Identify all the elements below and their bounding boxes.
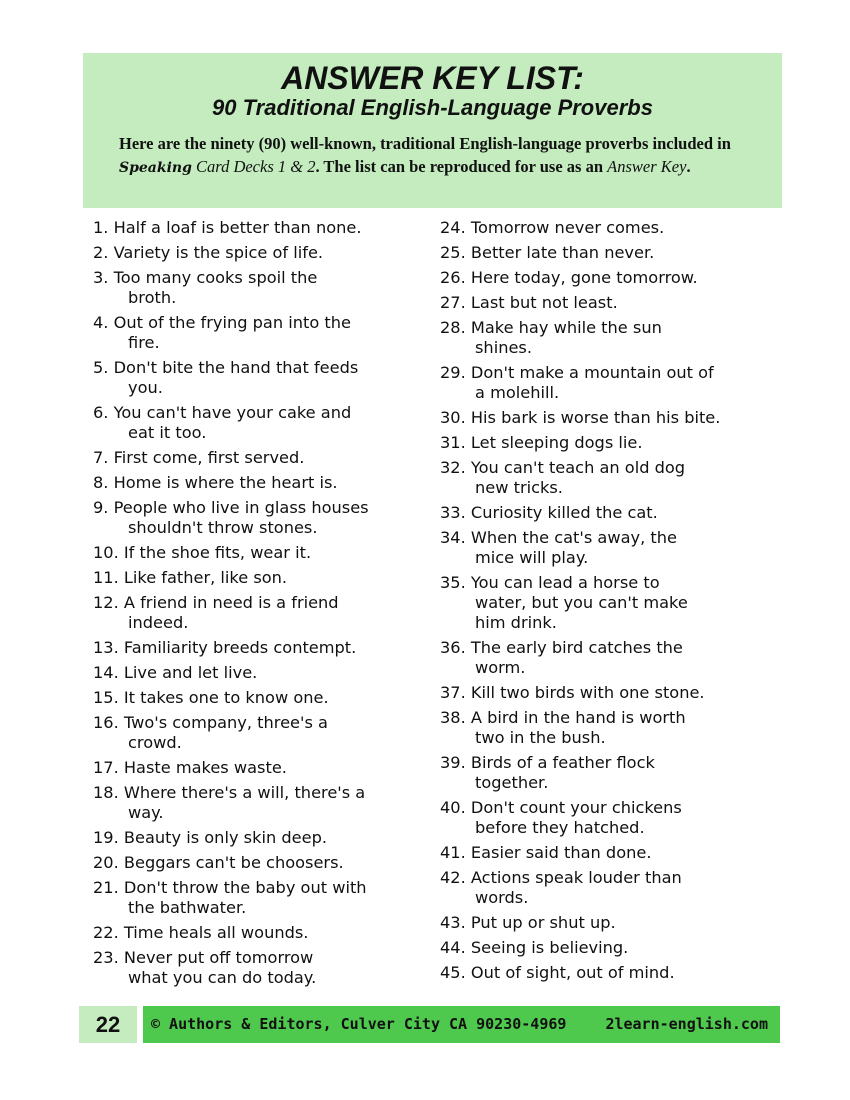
proverb-line: 21. Don't throw the baby out with (93, 878, 367, 897)
proverb-item (93, 403, 433, 448)
proverb-line: 45. Out of sight, out of mind. (440, 963, 675, 982)
proverb-item (93, 268, 433, 313)
proverb-line: 7. First come, first served. (93, 448, 305, 467)
intro-paragraph (119, 133, 759, 179)
proverb-line: 40. Don't count your chickens (440, 798, 682, 817)
proverb-line: 25. Better late than never. (440, 243, 655, 262)
proverb-line: 29. Don't make a mountain out of (440, 363, 714, 382)
proverb-line: 28. Make hay while the sun (440, 318, 662, 337)
proverb-line: 15. It takes one to know one. (93, 688, 329, 707)
proverb-item (440, 638, 785, 683)
proverb-item (93, 593, 433, 638)
proverb-item (93, 568, 433, 593)
proverb-line: 26. Here today, gone tomorrow. (440, 268, 698, 287)
proverb-item (440, 573, 785, 638)
proverb-line: 20. Beggars can't be choosers. (93, 853, 344, 872)
proverb-line: you. (128, 378, 163, 397)
proverb-line: a molehill. (475, 383, 560, 402)
proverb-item (440, 913, 785, 938)
proverb-item (440, 318, 785, 363)
proverb-item (440, 218, 785, 243)
proverb-item (93, 638, 433, 663)
proverb-line: 18. Where there's a will, there's a (93, 783, 366, 802)
intro-text-5: . (686, 156, 691, 176)
footer-bar (143, 1006, 780, 1043)
proverb-line: shouldn't throw stones. (128, 518, 318, 537)
proverb-item (440, 458, 785, 503)
proverb-item (93, 313, 433, 358)
proverb-item (440, 268, 785, 293)
proverb-item (93, 923, 433, 948)
page-subtitle: 90 Traditional English-Language Proverbs (212, 95, 653, 120)
proverb-line: 2. Variety is the spice of life. (93, 243, 324, 262)
proverb-item (440, 708, 785, 753)
proverb-line: words. (475, 888, 529, 907)
proverb-line: 42. Actions speak louder than (440, 868, 682, 887)
proverb-line: before they hatched. (475, 818, 645, 837)
proverb-line: 6. You can't have your cake and (93, 403, 352, 422)
intro-text-4: Answer Key (607, 156, 687, 176)
proverb-item (93, 948, 433, 993)
proverb-list-right (440, 218, 785, 988)
proverb-line: 36. The early bird catches the (440, 638, 683, 657)
header-panel (83, 53, 782, 208)
proverb-item (93, 448, 433, 473)
proverb-item (440, 243, 785, 268)
proverb-item (93, 663, 433, 688)
proverb-item (440, 363, 785, 408)
proverb-line: 34. When the cat's away, the (440, 528, 677, 547)
proverb-item (93, 688, 433, 713)
proverb-line: 17. Haste makes waste. (93, 758, 287, 777)
intro-text-2: Card Decks 1 & 2 (191, 156, 316, 176)
proverb-line: 38. A bird in the hand is worth (440, 708, 686, 727)
proverb-line: what you can do today. (128, 968, 317, 987)
proverb-line: 35. You can lead a horse to (440, 573, 660, 592)
proverb-line: 11. Like father, like son. (93, 568, 288, 587)
proverb-line: 43. Put up or shut up. (440, 913, 616, 932)
proverb-line: 44. Seeing is believing. (440, 938, 629, 957)
proverb-item (440, 293, 785, 318)
proverb-line: 16. Two's company, three's a (93, 713, 328, 732)
proverb-item (440, 963, 785, 988)
proverb-item (93, 473, 433, 498)
proverb-line: 13. Familiarity breeds contempt. (93, 638, 357, 657)
proverb-item (93, 218, 433, 243)
page-title: ANSWER KEY LIST: (281, 60, 584, 96)
proverb-item (93, 878, 433, 923)
proverb-line: mice will play. (475, 548, 589, 567)
proverb-line: 24. Tomorrow never comes. (440, 218, 665, 237)
proverb-item (93, 783, 433, 828)
proverb-item (440, 753, 785, 798)
proverb-line: indeed. (128, 613, 189, 632)
proverb-line: broth. (128, 288, 177, 307)
proverb-line: 14. Live and let live. (93, 663, 258, 682)
proverb-item (93, 243, 433, 268)
proverb-line: 33. Curiosity killed the cat. (440, 503, 658, 522)
proverb-item (440, 528, 785, 573)
proverb-item (440, 683, 785, 708)
proverb-line: 30. His bark is worse than his bite. (440, 408, 721, 427)
proverb-item (93, 498, 433, 543)
proverb-item (93, 758, 433, 783)
proverb-line: 8. Home is where the heart is. (93, 473, 338, 492)
proverb-line: water, but you can't make (475, 593, 688, 612)
proverb-item (93, 358, 433, 403)
website-link[interactable]: 2learn-english.com (605, 1015, 768, 1033)
proverb-line: way. (128, 803, 164, 822)
proverb-line: 5. Don't bite the hand that feeds (93, 358, 359, 377)
proverb-line: 23. Never put off tomorrow (93, 948, 314, 967)
proverb-line: fire. (128, 333, 160, 352)
proverb-line: 19. Beauty is only skin deep. (93, 828, 327, 847)
proverb-line: 3. Too many cooks spoil the (93, 268, 318, 287)
intro-text-1: Here are the ninety (90) well-known, traditional English-language proverbs included in (119, 134, 731, 153)
proverb-line: two in the bush. (475, 728, 606, 747)
proverb-line: 41. Easier said than done. (440, 843, 652, 862)
page-number: 22 (79, 1006, 137, 1043)
proverb-item (440, 408, 785, 433)
proverb-line: 37. Kill two birds with one stone. (440, 683, 705, 702)
proverb-item (440, 868, 785, 913)
proverb-item (440, 433, 785, 458)
proverb-item (93, 853, 433, 878)
proverb-line: worm. (475, 658, 526, 677)
proverb-line: eat it too. (128, 423, 207, 442)
proverb-line: the bathwater. (128, 898, 247, 917)
proverb-item (440, 798, 785, 843)
proverb-item (440, 938, 785, 963)
proverb-line: crowd. (128, 733, 182, 752)
proverb-line: 10. If the shoe fits, wear it. (93, 543, 312, 562)
proverb-line: new tricks. (475, 478, 563, 497)
intro-text-3: . The list can be reproduced for use as an (315, 156, 608, 176)
proverb-line: him drink. (475, 613, 557, 632)
proverb-line: 9. People who live in glass houses (93, 498, 369, 517)
proverb-item (440, 503, 785, 528)
proverb-line: 12. A friend in need is a friend (93, 593, 339, 612)
copyright-text: © Authors & Editors, Culver City CA 90230-4969 (151, 1015, 567, 1033)
proverb-line: together. (475, 773, 549, 792)
proverb-list-left (93, 218, 433, 993)
proverb-line: 39. Birds of a feather flock (440, 753, 655, 772)
proverb-line: shines. (475, 338, 532, 357)
proverb-line: 4. Out of the frying pan into the (93, 313, 351, 332)
proverb-line: 31. Let sleeping dogs lie. (440, 433, 643, 452)
proverb-line: 27. Last but not least. (440, 293, 618, 312)
proverb-line: 1. Half a loaf is better than none. (93, 218, 362, 237)
proverb-line: 32. You can't teach an old dog (440, 458, 686, 477)
proverb-item (440, 843, 785, 868)
proverb-item (93, 828, 433, 853)
proverb-line: 22. Time heals all wounds. (93, 923, 309, 942)
proverb-item (93, 543, 433, 568)
proverb-item (93, 713, 433, 758)
intro-brand: Speaking (119, 159, 192, 176)
